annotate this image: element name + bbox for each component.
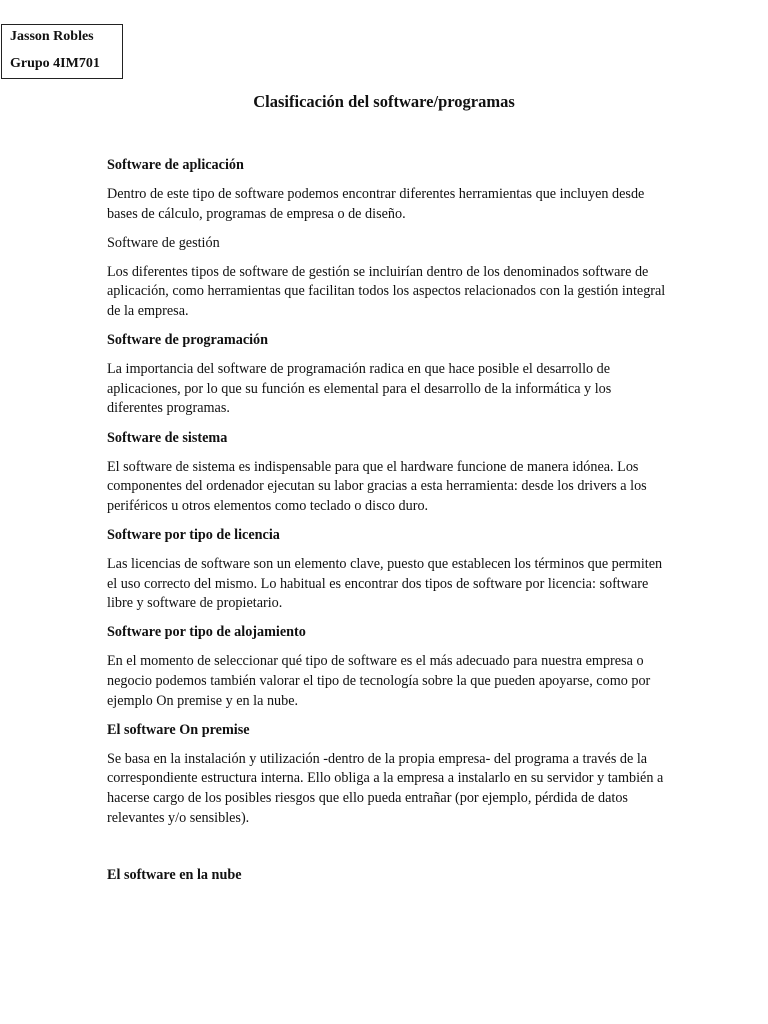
section-subheading-gestion: Software de gestión	[107, 234, 220, 251]
section-heading-on-premise: El software On premise	[107, 721, 250, 738]
section-text-aplicacion: Dentro de este tipo de software podemos encontrar diferentes herramientas que incluyen desde bases de cálculo, programas de empresa o de diseño.	[107, 186, 645, 222]
document-body	[107, 156, 667, 895]
section-heading-aplicacion: Software de aplicación	[107, 157, 244, 173]
section-text-gestion: Los diferentes tipos de software de gestión se incluirían dentro de los denominados software de aplicación, como herramientas que facilitan todos los aspectos relacionados con la gestión integral de la empresa.	[107, 263, 666, 320]
section-heading-licencia: Software por tipo de licencia	[107, 526, 280, 543]
section-text-sistema: El software de sistema es indispensable para que el hardware funcione de manera idónea. Los componentes del ordenador ejecutan su labor gracias a esta herramienta: desde los drivers a los periféricos u otros elementos como teclado o disco duro.	[107, 458, 647, 514]
section-heading-nube: El software en la nube	[107, 867, 242, 884]
author-box	[1, 24, 123, 79]
section-heading-sistema: Software de sistema	[107, 429, 228, 446]
author-name: Jasson Robles	[10, 29, 94, 44]
document-title: Clasificación del software/programas	[253, 92, 515, 111]
section-text-licencia: Las licencias de software son un elemento clave, puesto que establecen los términos que permiten el uso correcto del mismo. Lo habitual es encontrar dos tipos de software por licencia: software libre y software de propietario.	[107, 556, 663, 612]
section-heading-programacion: Software de programación	[107, 332, 269, 349]
author-group: Grupo 4IM701	[10, 56, 100, 71]
section-text-on-premise: Se basa en la instalación y utilización -dentro de la propia empresa- del programa a través de la correspondiente estructura interna. Ello obliga a la empresa a instalarlo en su servidor y también a hacerse cargo de los posibles riesgos que ello pueda entrañar (por ejemplo, pérdida de datos relevantes y/o sensibles).	[107, 750, 664, 826]
section-text-alojamiento: En el momento de seleccionar qué tipo de software es el más adecuado para nuestra empresa o negocio podemos también valorar el tipo de tecnología sobre la que pueden apoyarse, como por ejemplo On premise y en la nube.	[107, 653, 651, 709]
section-heading-alojamiento: Software por tipo de alojamiento	[107, 624, 306, 641]
section-text-programacion: La importancia del software de programación radica en que hace posible el desarrollo de aplicaciones, por lo que su función es elemental para el desarrollo de la informática y los diferentes programas.	[107, 361, 612, 417]
